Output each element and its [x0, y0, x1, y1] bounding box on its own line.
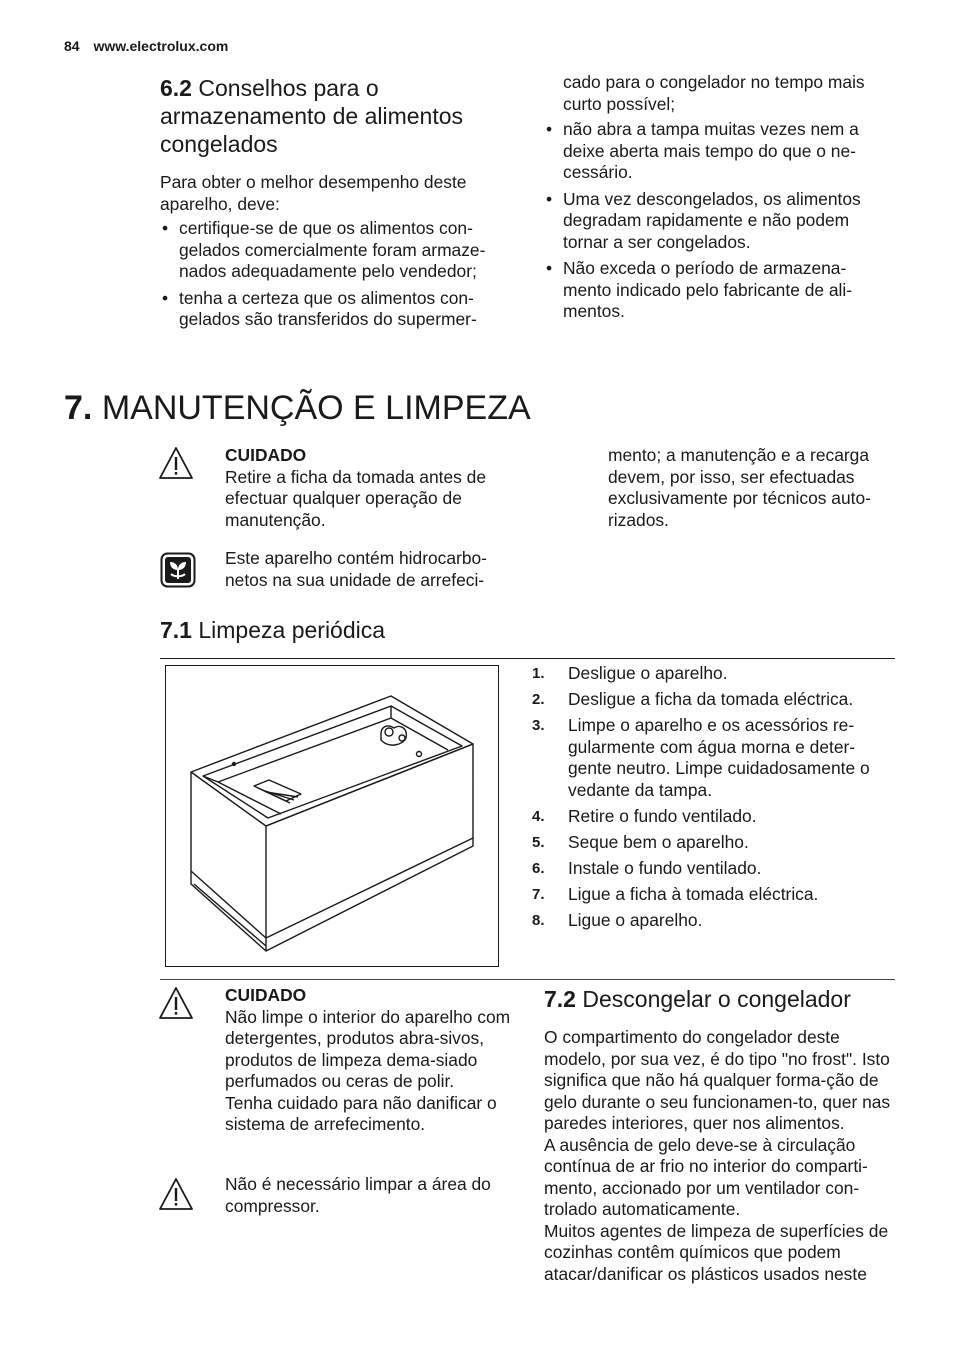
paragraph: A ausência de gelo deve-se à circulação contínua de ar frio no interior do comparti-mento, accionado por um ventilador con-trolado automaticamente. — [544, 1134, 868, 1219]
section-6-2-left — [160, 74, 505, 336]
freezer-illustration-frame — [165, 665, 499, 967]
section-number: 7.1 — [160, 617, 192, 643]
steps-list — [532, 663, 892, 936]
caution-label: CUIDADO — [225, 985, 307, 1005]
caution-block-3 — [225, 1174, 520, 1217]
caution-block-1 — [225, 445, 515, 531]
list-item: • não abra a tampa muitas vezes nem a deixe aberta mais tempo do que o ne-cessário. — [544, 119, 894, 184]
caution-text: Retire a ficha da tomada antes de efectuar qualquer operação de manutenção. — [225, 466, 487, 530]
warning-icon — [158, 1177, 194, 1213]
environment-note-continuation: mento; a manutenção e a recarga devem, por isso, ser efectuadas exclusivamente por técnicos auto-rizados. — [608, 445, 871, 530]
section-number: 6.2 — [160, 75, 192, 101]
chest-freezer-illustration — [166, 666, 498, 966]
page-number: 84 — [64, 38, 80, 54]
list-item: 8. Ligue o aparelho. — [532, 909, 703, 930]
environment-icon — [160, 552, 196, 588]
environment-note-part1: Este aparelho contém hidrocarbo-netos na sua unidade de arrefeci- — [225, 548, 487, 590]
page-header — [64, 38, 238, 54]
list-item: 4. Retire o fundo ventilado. — [532, 805, 757, 826]
section-7-2-heading — [544, 985, 896, 1013]
list-item: 7. Ligue a ficha à tomada eléctrica. — [532, 883, 819, 904]
website: www.electrolux.com — [93, 38, 229, 54]
warning-icon — [158, 986, 194, 1022]
section-6-2-right — [544, 72, 894, 328]
section-title: Descongelar o congelador — [582, 986, 851, 1012]
chapter-title: MANUTENÇÃO E LIMPEZA — [101, 389, 531, 427]
list-item-continuation: cado para o congelador no tempo mais curto possível; — [563, 72, 865, 114]
section-7-1-heading — [160, 616, 385, 644]
caution-text: Não limpe o interior do aparelho com detergentes, produtos abra-sivos, produtos de limpeza dema-siado perfumados ou ceras de polir. — [225, 1006, 511, 1091]
caution-block-2 — [225, 985, 515, 1136]
warning-icon — [158, 446, 194, 482]
list-item: • Não exceda o período de armazena-mento indicado pelo fabricante de ali-mentos. — [544, 258, 894, 323]
list-item: 6. Instale o fundo ventilado. — [532, 857, 762, 878]
list-item: • certifique-se de que os alimentos con-gelados comercialmente foram armaze-nados adequadamente pelo vendedor; — [160, 218, 505, 283]
list-item: • tenha a certeza que os alimentos con-gelados são transferidos do supermer- — [160, 288, 505, 331]
chapter-heading — [64, 388, 531, 428]
section-6-2-heading — [160, 74, 505, 158]
list-item: 3. Limpe o aparelho e os acessórios re-gularmente com água morna e deter-gente neutro. Limpe cuidadosamente o vedante da tampa. — [532, 715, 870, 800]
caution-text: Não é necessário limpar a área do compressor. — [225, 1174, 491, 1216]
chapter-number: 7. — [64, 389, 93, 427]
paragraph: Muitos agentes de limpeza de superfícies de cozinhas contêm químicos que podem atacar/danificar os plásticos usados neste — [544, 1220, 889, 1284]
divider — [160, 979, 895, 980]
caution-label: CUIDADO — [225, 445, 307, 465]
caution-text: Tenha cuidado para não danificar o sistema de arrefecimento. — [225, 1092, 497, 1134]
environment-note-part2 — [608, 445, 898, 531]
section-intro: Para obter o melhor desempenho deste aparelho, deve: — [160, 172, 467, 214]
list-item: 2. Desligue a ficha da tomada eléctrica. — [532, 689, 854, 709]
section-title: Limpeza periódica — [198, 617, 386, 643]
divider — [160, 658, 895, 659]
section-title: Conselhos para o armazenamento de alimentos congelados — [160, 75, 463, 157]
paragraph: O compartimento do congelador deste modelo, por sua vez, é do tipo "no frost". Isto significa que não há qualquer forma-ção de gelo durante o seu funcionamen-to, quer nas paredes interiores, quer nos alimentos. — [544, 1027, 891, 1133]
section-7-2 — [544, 985, 896, 1285]
list-item: • Uma vez descongelados, os alimentos degradam rapidamente e não podem tornar a ser congelados. — [544, 189, 894, 254]
section-number: 7.2 — [544, 986, 576, 1012]
list-item: 1. Desligue o aparelho. — [532, 663, 728, 683]
list-item: 5. Seque bem o aparelho. — [532, 831, 749, 852]
